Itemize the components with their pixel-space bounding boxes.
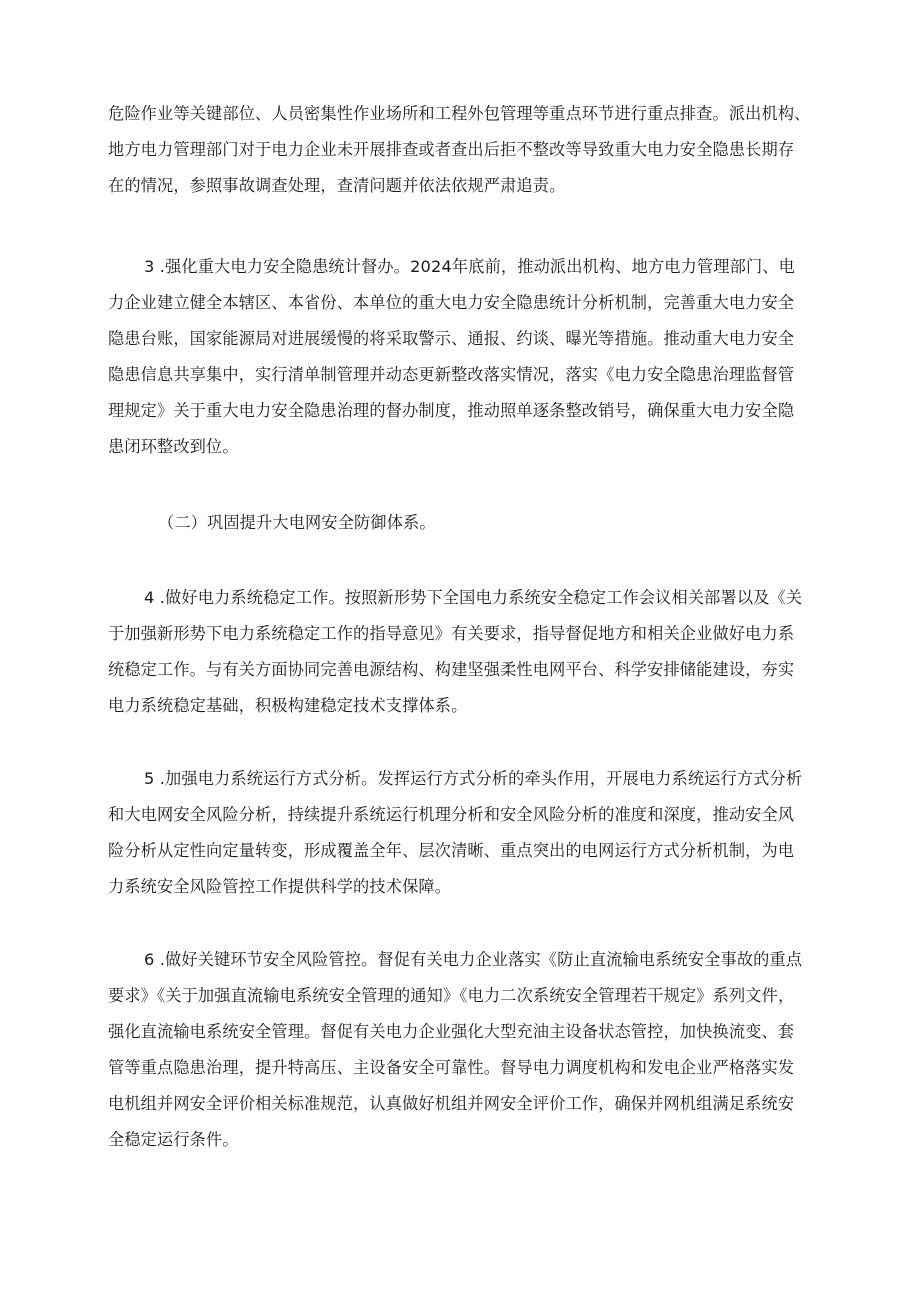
section-heading <box>108 505 828 541</box>
text-line: 和大电网安全风险分析，持续提升系统运行机理分析和安全风险分析的准度和深度，推动安全风 <box>108 805 795 824</box>
text-line: 患闭环整改到位。 <box>108 437 239 456</box>
text-line: 统稳定工作。与有关方面协同完善电源结构、构建坚强柔性电网平台、科学安排储能建设，夯实 <box>108 660 795 679</box>
text-line: 强化直流输电系统安全管理。督促有关电力企业强化大型充油主设备状态管控，加快换流变、套 <box>108 1022 795 1041</box>
text-line: 地方电力管理部门对于电力企业未开展排查或者查出后拒不整改等导致重大电力安全隐患长期存 <box>108 140 795 159</box>
paragraph-item-5 <box>108 761 828 905</box>
text-line: 险分析从定性向定量转变，形成覆盖全年、层次清晰、重点突出的电网运行方式分析机制，为电 <box>108 841 795 860</box>
text-line: 5 .加强电力系统运行方式分析。发挥运行方式分析的牵头作用，开展电力系统运行方式分析 <box>144 769 803 788</box>
text-line: 3 .强化重大电力安全隐患统计督办。2024年底前，推动派出机构、地方电力管理部门、电 <box>144 257 795 276</box>
text-line: （二）巩固提升大电网安全防御体系。 <box>158 513 436 532</box>
paragraph-item-3 <box>108 249 828 465</box>
text-line: 电机组并网安全评价相关标准规范，认真做好机组并网安全评价工作，确保并网机组满足系统安 <box>108 1094 795 1113</box>
paragraph-item-4 <box>108 580 828 724</box>
text-line: 隐患台账，国家能源局对进展缓慢的将采取警示、通报、约谈、曝光等措施。推动重大电力安全 <box>108 329 795 348</box>
text-line: 力企业建立健全本辖区、本省份、本单位的重大电力安全隐患统计分析机制，完善重大电力安全 <box>108 293 795 312</box>
paragraph-item-6 <box>108 942 828 1158</box>
text-line: 电力系统稳定基础，积极构建稳定技术支撑体系。 <box>108 696 468 715</box>
text-line: 全稳定运行条件。 <box>108 1130 239 1149</box>
text-line: 理规定》关于重大电力安全隐患治理的督办制度，推动照单逐条整改销号，确保重大电力安全隐 <box>108 401 795 420</box>
text-line: 危险作业等关键部位、人员密集性作业场所和工程外包管理等重点环节进行重点排查。派出机构、 <box>108 104 811 123</box>
text-line: 管等重点隐患治理，提升特高压、主设备安全可靠性。督导电力调度机构和发电企业严格落实发 <box>108 1058 795 1077</box>
text-line: 力系统安全风险管控工作提供科学的技术保障。 <box>108 877 452 896</box>
text-line: 在的情况，参照事故调查处理，查清问题并依法依规严肃追责。 <box>108 176 566 195</box>
text-line: 于加强新形势下电力系统稳定工作的指导意见》有关要求，指导督促地方和相关企业做好电力系 <box>108 624 795 643</box>
text-line: 4 .做好电力系统稳定工作。按照新形势下全国电力系统安全稳定工作会议相关部署以及《关 <box>144 588 803 607</box>
paragraph-hazard-inspection <box>108 96 828 204</box>
text-line: 6 .做好关键环节安全风险管控。督促有关电力企业落实《防止直流输电系统安全事故的重点 <box>144 950 803 969</box>
text-line: 要求》《关于加强直流输电系统安全管理的通知》《电力二次系统安全管理若干规定》系列文件， <box>108 986 795 1005</box>
text-line: 隐患信息共享集中，实行清单制管理并动态更新整改落实情况，落实《电力安全隐患治理监督管 <box>108 365 795 384</box>
